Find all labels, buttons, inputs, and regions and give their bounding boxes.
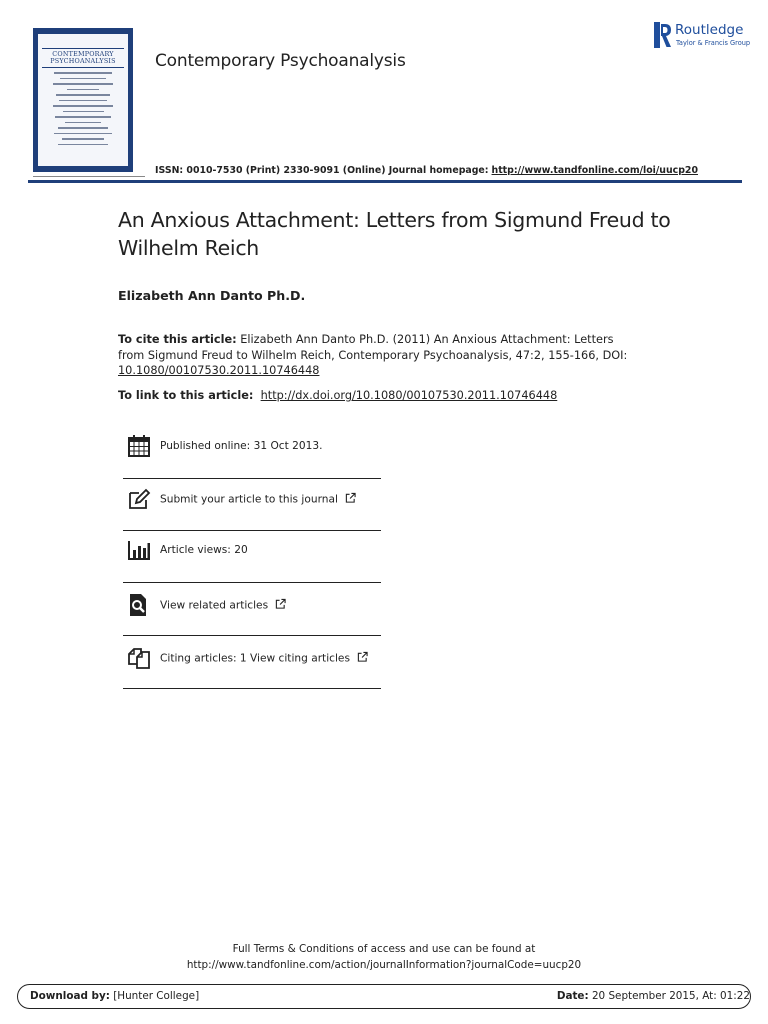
article-views-text: Article views: 20 (160, 544, 248, 556)
submit-article-row[interactable] (123, 474, 381, 524)
cite-text: Elizabeth Ann Danto Ph.D. (2011) An Anxious Attachment: Letters from Sigmund Freud to Wilhelm Reich, Contemporary Psychoanalysis, 47:2, 155-166, DOI: (118, 333, 628, 362)
download-info: Download by: [Hunter College] (30, 990, 200, 1002)
terms-line: Full Terms & Conditions of access and use can be found at (232, 943, 536, 955)
published-online-text: Published online: 31 Oct 2013. (160, 440, 323, 452)
download-footer (17, 984, 751, 1009)
external-link-icon (275, 599, 286, 610)
cite-label: To cite this article: (118, 333, 237, 346)
citing-articles-icon (127, 646, 151, 670)
calendar-icon (127, 434, 151, 458)
external-link-icon (357, 652, 368, 663)
article-link-block (118, 389, 557, 402)
edit-icon (127, 487, 151, 511)
related-articles-text: View related articles (160, 599, 286, 612)
routledge-logo-icon (654, 22, 672, 48)
published-online-row (123, 421, 381, 471)
article-views-row (123, 525, 381, 575)
search-document-icon (127, 593, 151, 617)
publisher-name: Routledge (675, 22, 744, 38)
journal-name: Contemporary Psychoanalysis (155, 51, 406, 71)
citing-articles-text: Citing articles: 1 View citing articles (160, 652, 368, 665)
terms-url[interactable]: http://www.tandfonline.com/action/journalInformation?journalCode=uucp20 (186, 958, 582, 971)
bar-chart-icon (127, 538, 151, 562)
publisher-group: Taylor & Francis Group (676, 39, 751, 47)
submit-article-text: Submit your article to this journal (160, 493, 356, 506)
external-link-icon (345, 493, 356, 504)
article-author: Elizabeth Ann Danto Ph.D. (118, 288, 306, 303)
cite-doi-link[interactable]: 10.1080/00107530.2011.10746448 (118, 364, 320, 377)
citing-articles-row[interactable] (123, 633, 381, 683)
download-date: Date: 20 September 2015, At: 01:22 (556, 990, 750, 1002)
link-label: To link to this article: (118, 389, 254, 402)
citation-block (118, 332, 638, 379)
issn-text: ISSN: 0010-7530 (Print) 2330-9091 (Online) Journal homepage: (155, 165, 489, 176)
issn-line (155, 165, 698, 176)
article-doi-link[interactable]: http://dx.doi.org/10.1080/00107530.2011.10746448 (260, 389, 558, 402)
journal-cover-image (33, 28, 133, 172)
journal-homepage-link[interactable]: http://www.tandfonline.com/loi/uucp20 (491, 165, 698, 176)
cover-title: CONTEMPORARY PSYCHOANALYSIS (42, 48, 124, 68)
cover-contents-lines (42, 72, 124, 145)
related-articles-row[interactable] (123, 580, 381, 630)
header-divider (28, 180, 742, 183)
cover-baseline (33, 176, 145, 177)
article-title: An Anxious Attachment: Letters from Sigmund Freud to Wilhelm Reich (118, 208, 671, 260)
row-divider (123, 688, 381, 689)
terms-notice (0, 942, 768, 973)
